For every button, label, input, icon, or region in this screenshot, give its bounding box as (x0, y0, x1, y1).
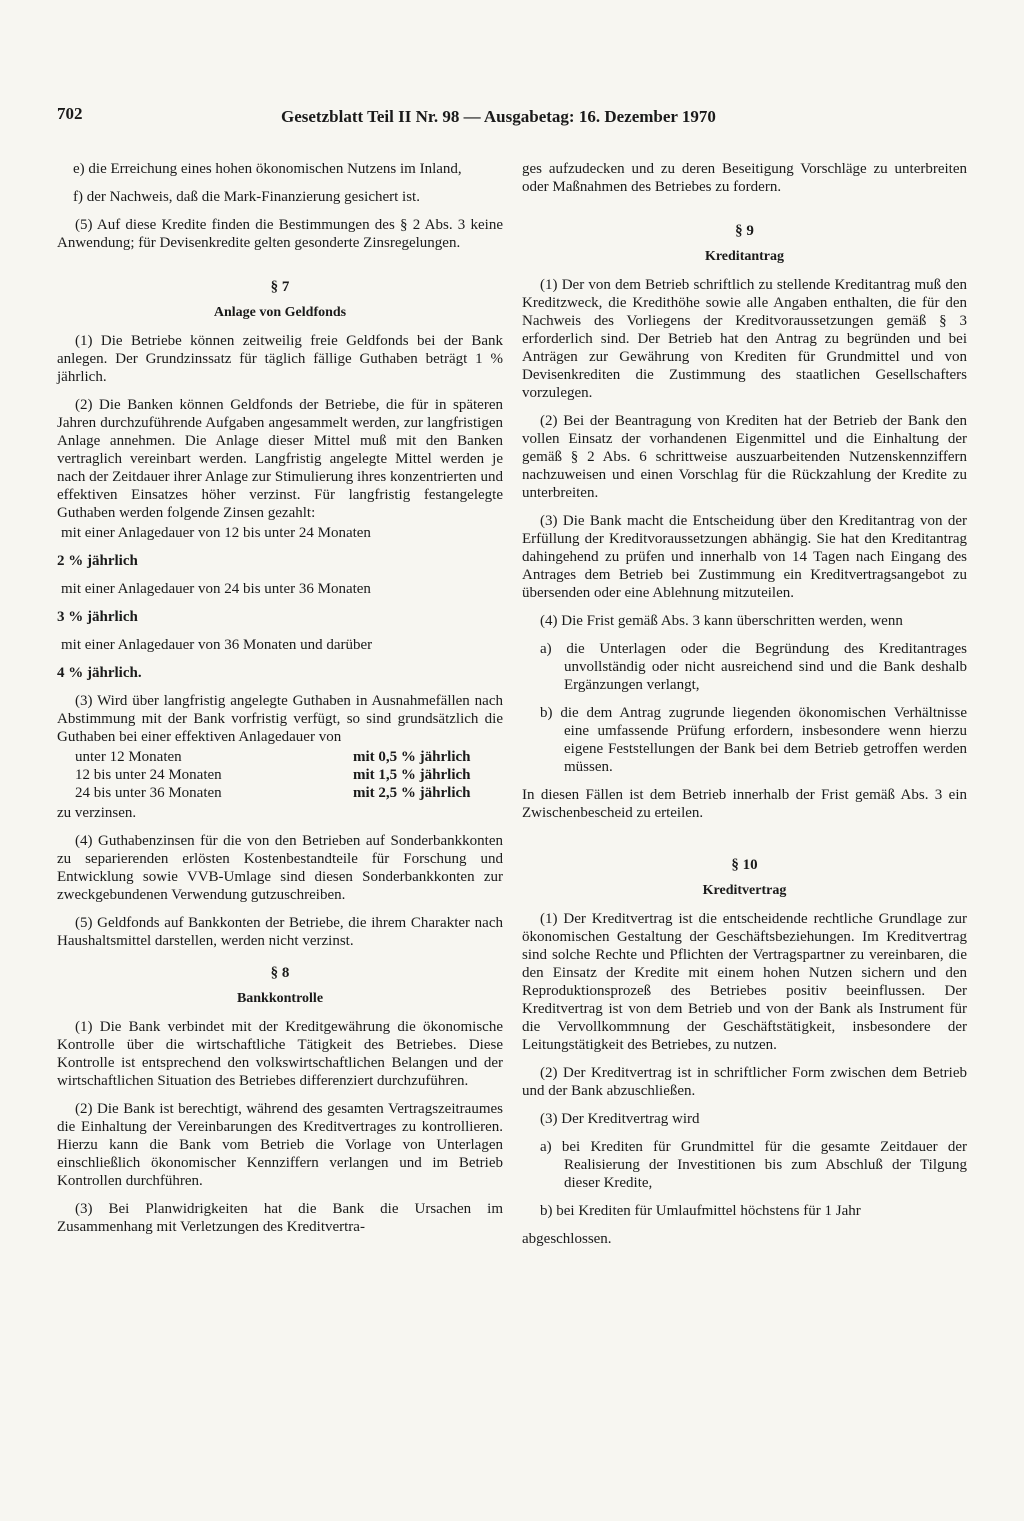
paragraph: (2) Die Banken können Geldfonds der Betriebe, die für in späteren Jahren durchzuführende Aufgaben angesammelt werden, zur langfristigen Anlage annehmen. Die Anlage dieser Mittel muß mit den Banken vertraglich vereinbart werden. Langfristig angelegte Mittel werden je nach der Zeitdauer ihrer Anlage zur Stimulierung ihres konzentrierten und effektiven Einsatzes höher verzinst. Für langfristig festangelegte Guthaben werden folgende Zinsen gezahlt: (57, 397, 503, 521)
table-row (57, 784, 503, 802)
paragraph: (1) Die Bank verbindet mit der Kreditgewährung die ökonomische Kontrolle über die wirtschaftliche Tätigkeit des Betriebes. Diese Kontrolle ist entsprechend den volkswirtschaftlichen Belangen und der wirtschaftlichen Situation des Betriebes differenziert durchzuführen. (57, 1019, 503, 1089)
section-title: Anlage von Geldfonds (213, 305, 347, 320)
rate-value: 3 % jährlich (57, 609, 138, 625)
duration-label: 24 bis unter 36 Monaten (75, 785, 222, 801)
list-item-e: e) die Erreichung eines hohen ökonomischen Nutzens im Inland, (73, 161, 462, 177)
rate-value: 4 % jährlich. (57, 665, 142, 681)
paragraph: In diesen Fällen ist dem Betrieb innerhalb der Frist gemäß Abs. 3 ein Zwischenbescheid zu erteilen. (522, 787, 967, 821)
duration-label: unter 12 Monaten (75, 749, 182, 765)
rate-label: mit einer Anlagedauer von 24 bis unter 36 Monaten (61, 581, 371, 597)
list-item-b: b) die dem Antrag zugrunde liegenden ökonomischen Verhältnisse eine umfassende Prüfung erfordern, insbesondere wenn hierzu eigene Feststellungen der Bank bei dem Betrieb getroffen werden müssen. (540, 705, 967, 775)
page-header (57, 104, 787, 130)
section-title: Kreditantrag (704, 249, 785, 264)
list-item-a: a) die Unterlagen oder die Begründung des Kreditantrages unvollständig oder nicht ausreichend sind und die Bank deshalb Ergänzungen verlangt, (540, 641, 967, 693)
right-column (522, 160, 967, 1258)
paragraph: (5) Geldfonds auf Bankkonten der Betriebe, die ihrem Charakter nach Haushaltsmittel darstellen, werden nicht verzinst. (57, 915, 503, 949)
duration-table (57, 748, 503, 802)
section-number: § 10 (731, 857, 758, 873)
interest-rate-list (57, 524, 503, 682)
rate-value: 2 % jährlich (57, 553, 138, 569)
section-title: Kreditvertrag (702, 883, 787, 898)
running-head: Gesetzblatt Teil II Nr. 98 — Ausgabetag: 16. Dezember 1970 (281, 107, 716, 126)
page-number: 702 (57, 104, 83, 123)
section-number: § 8 (270, 965, 290, 981)
paragraph: (3) Der Kreditvertrag wird (540, 1111, 700, 1127)
paragraph: (2) Der Kreditvertrag ist in schriftlicher Form zwischen dem Betrieb und der Bank abzuschließen. (522, 1065, 967, 1099)
list-item-f: f) der Nachweis, daß die Mark-Finanzierung gesichert ist. (73, 189, 420, 205)
paragraph: (3) Wird über langfristig angelegte Guthaben in Ausnahmefällen nach Abstimmung mit der Bank vorfristig verfügt, so sind grundsätzlich die Guthaben bei einer effektiven Anlagedauer von (57, 693, 503, 745)
rate-label: mit einer Anlagedauer von 12 bis unter 24 Monaten (61, 525, 371, 541)
paragraph: (3) Bei Planwidrigkeiten hat die Bank die Ursachen im Zusammenhang mit Verletzungen des Kreditvertra- (57, 1201, 503, 1235)
duration-rate: mit 0,5 % jährlich (353, 749, 471, 765)
list-item-a: a) bei Krediten für Grundmittel für die gesamte Zeitdauer der Realisierung der Investitionen bis zum Abschluß der Tilgung dieser Kredite, (540, 1139, 967, 1191)
table-row (57, 748, 503, 766)
paragraph: (1) Die Betriebe können zeitweilig freie Geldfonds bei der Bank anlegen. Der Grundzinssatz für täglich fällige Guthaben beträgt 1 % jährlich. (57, 333, 503, 385)
paragraph-end: abgeschlossen. (522, 1231, 612, 1247)
duration-rate: mit 2,5 % jährlich (353, 785, 471, 801)
section-number: § 7 (270, 279, 290, 295)
paragraph: (2) Bei der Beantragung von Krediten hat der Betrieb der Bank den vollen Einsatz der vorhandenen Eigenmittel und die Einhaltung der gemäß § 2 Abs. 6 schrittweise auszuarbeitenden Nutzenskennziffern nachzuweisen und einen Vorschlag für die Rückzahlung der Kredite zu unterbreiten. (522, 413, 967, 501)
rate-label: mit einer Anlagedauer von 36 Monaten und darüber (61, 637, 373, 653)
paragraph: (5) Auf diese Kredite finden die Bestimmungen des § 2 Abs. 3 keine Anwendung; für Devisenkredite gelten gesonderte Zinsregelungen. (57, 217, 503, 251)
paragraph-continuation: ges aufzudecken und zu deren Beseitigung Vorschläge zu unterbreiten oder Maßnahmen des Betriebes zu fordern. (522, 161, 967, 195)
table-row (57, 766, 503, 784)
duration-label: 12 bis unter 24 Monaten (75, 767, 222, 783)
section-title: Bankkontrolle (236, 991, 324, 1006)
paragraph-end: zu verzinsen. (57, 805, 137, 821)
paragraph: (3) Die Bank macht die Entscheidung über den Kreditantrag von der Erfüllung der Kreditvoraussetzungen abhängig. Sie hat den Kreditantrag dahingehend zu prüfen und innerhalb von 14 Tagen nach Eingang des Antrages dem Betrieb bei Zustimmung ein Kreditvertragsangebot zu übersenden oder eine Ablehnung mitzuteilen. (522, 513, 967, 601)
paragraph: (1) Der Kreditvertrag ist die entscheidende rechtliche Grundlage zur ökonomischen Gestaltung der Geschäftsbeziehungen. Im Kreditvertrag sind solche Rechte und Pflichten der Vertragspartner zu vereinbaren, die den Einsatz der Kredite mit einem hohen Nutzen sichern und den Reproduktionsprozeß des Betriebes positiv beeinflussen. Der Kreditvertrag ist von dem Betrieb und von der Bank als Instrument für die Vervollkommnung der Geschäftstätigkeit, insbesondere der Leitungstätigkeit des Betriebes, zu nutzen. (522, 911, 967, 1053)
duration-rate: mit 1,5 % jährlich (353, 767, 471, 783)
list-item-b: b) bei Krediten für Umlaufmittel höchstens für 1 Jahr (540, 1203, 861, 1219)
paragraph: (4) Die Frist gemäß Abs. 3 kann überschritten werden, wenn (540, 613, 903, 629)
paragraph: (4) Guthabenzinsen für die von den Betrieben auf Sonderbankkonten zu separierenden erlösten Kostenbestandteile für Forschung und Entwicklung sowie VVB-Umlage sind diesen Sonderbankkonten zur zweckgebundenen Verwendung gutzuschreiben. (57, 833, 503, 903)
paragraph: (1) Der von dem Betrieb schriftlich zu stellende Kreditantrag muß den Kreditzweck, die Kredithöhe sowie alle Angaben enthalten, die für den Nachweis des Vorliegens der Kreditvoraussetzungen gemäß § 3 erforderlich sind. Der Betrieb hat den Antrag zu begründen und bei Anträgen zur Gewährung von Krediten für Grundmittel und von Devisenkrediten die Zustimmung des staatlichen Gesellschafters vorzulegen. (522, 277, 967, 401)
left-column (57, 160, 503, 1246)
paragraph: (2) Die Bank ist berechtigt, während des gesamten Vertragszeitraumes die Einhaltung der Vereinbarungen des Kreditvertrages zu kontrollieren. Hierzu kann die Bank vom Betrieb die Vorlage von Unterlagen einschließlich ökonomischer Kennziffern verlangen und im Betrieb Kontrollen durchführen. (57, 1101, 503, 1189)
section-number: § 9 (735, 223, 754, 239)
